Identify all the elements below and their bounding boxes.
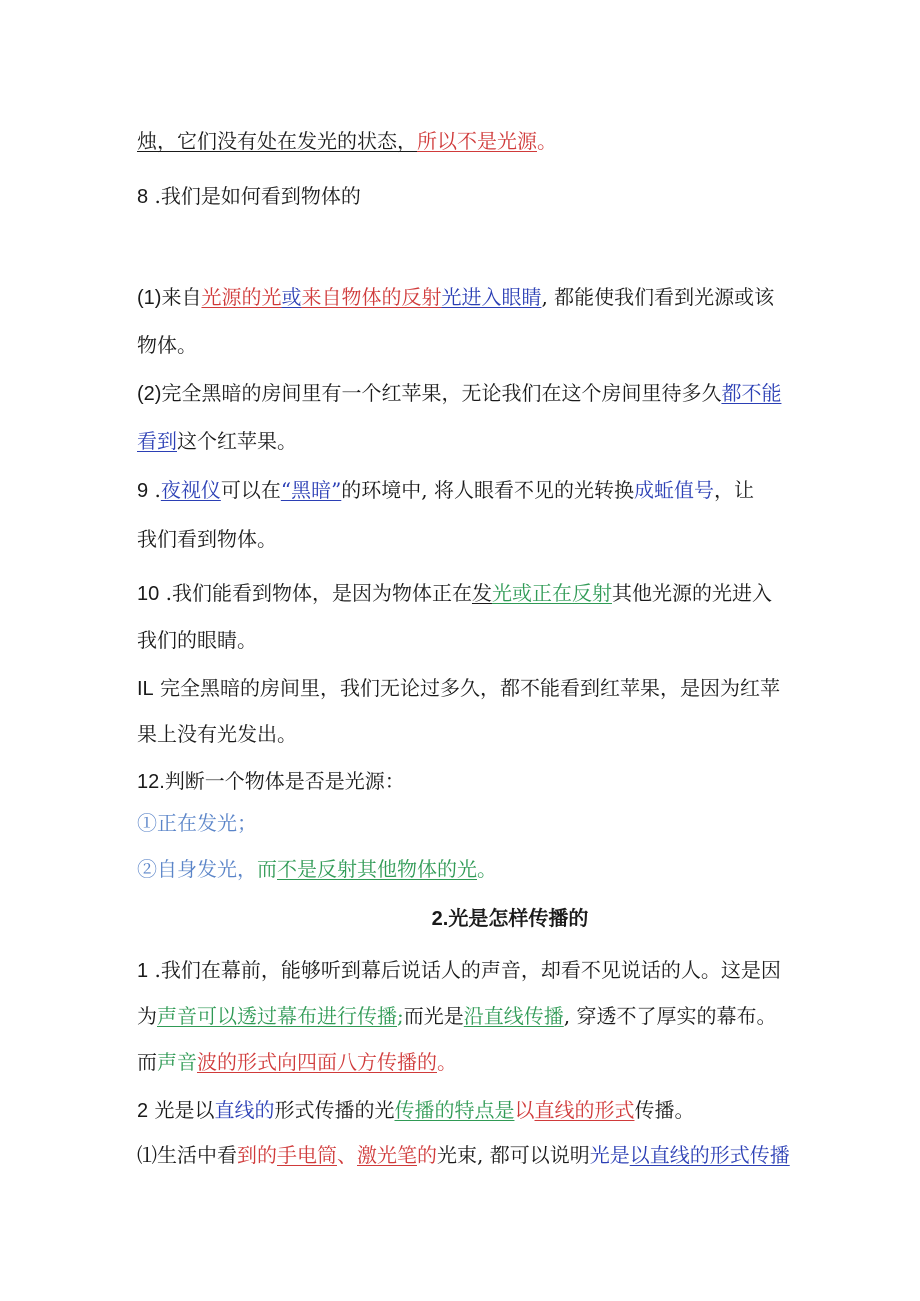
text-segment: , 穿透不了厚实的幕布。 <box>563 1004 777 1028</box>
text-segment: 果上没有光发出。 <box>137 722 297 746</box>
blue-answer: 直线的 <box>214 1098 275 1122</box>
question-8 <box>137 183 361 210</box>
text-line-17 <box>137 1003 776 1029</box>
text-segment: ，让 <box>714 478 755 502</box>
red-answer: 激光笔 <box>357 1143 417 1167</box>
text-line-1 <box>137 128 557 154</box>
text-segment: 的环境中, 将人眼看不见的光转换 <box>341 478 635 502</box>
text-segment: 。 <box>537 129 557 153</box>
blue-answer: 以直线的形式传播 <box>629 1143 790 1167</box>
section-heading-text: 2.光是怎样传播的 <box>431 908 589 930</box>
question-1 <box>137 957 781 984</box>
green-answer: 传播的特点是 <box>394 1098 515 1122</box>
text-segment: 光是以 <box>148 1098 215 1122</box>
text-line-12 <box>137 721 297 747</box>
red-answer: 波的形式 <box>197 1050 277 1074</box>
green-answer: 光或正在反射 <box>491 581 612 605</box>
question-12 <box>137 768 405 795</box>
text-line-6 <box>137 428 297 454</box>
green-answer: 声音可以透过幕布进行传播 <box>157 1004 397 1028</box>
blue-answer: 光是 <box>589 1143 630 1167</box>
criterion-2 <box>137 856 497 882</box>
question-number: 8 <box>137 186 149 208</box>
red-answer: 光源的光 <box>201 285 282 309</box>
blue-answer: 都不能 <box>721 381 782 405</box>
text-segment: .我们在幕前，能够听到幕后说话人的声音，却看不见说话的人。这是因 <box>148 958 781 982</box>
text-segment: 判断一个物体是否是光源： <box>164 769 405 793</box>
text-segment: 发 <box>471 581 492 605</box>
green-answer: 不是反射其他物体的光 <box>277 857 477 881</box>
text-segment: 完全黑暗的房间里有一个红苹果，无论我们在这个房间里待多久 <box>161 381 722 405</box>
blue-answer: 成蚯值号 <box>634 478 715 502</box>
text-segment: 形式传播的光 <box>274 1098 395 1122</box>
text-line-18 <box>137 1049 457 1075</box>
text-segment: , 都能使我们看到光源或该 <box>541 285 775 309</box>
red-answer: 所以不是光源 <box>417 129 537 153</box>
green-answer: ; <box>397 1004 404 1028</box>
text-segment: 可以在 <box>220 478 281 502</box>
text-segment: 为 <box>137 1004 157 1028</box>
question-11 <box>137 675 780 702</box>
blue-answer: 光进入眼睛 <box>441 285 542 309</box>
red-answer: 以 <box>514 1098 535 1122</box>
green-answer: 而 <box>257 857 277 881</box>
text-segment: 而光是 <box>403 1004 464 1028</box>
text-segment: . <box>148 478 161 502</box>
text-segment: 烛，它们没有处在发光的状态， <box>137 129 417 153</box>
text-line-4 <box>137 332 197 358</box>
green-answer: 沿直线传播 <box>463 1004 564 1028</box>
question-9 <box>137 477 754 504</box>
question-number: 9 <box>137 480 149 502</box>
text-segment: ⑴生活中看 <box>137 1143 237 1167</box>
text-line-10 <box>137 627 257 653</box>
text-segment: 传播。 <box>634 1098 695 1122</box>
red-answer: 直线的形式 <box>534 1098 635 1122</box>
blue-answer: 或 <box>281 285 302 309</box>
text-segment: ②自身发光， <box>137 857 257 881</box>
text-segment: ①正在发光； <box>137 811 257 835</box>
red-answer: 到的 <box>237 1143 277 1167</box>
question-number: 12. <box>137 771 165 793</box>
section-heading <box>0 906 920 932</box>
question-text: .我们是如何看到物体的 <box>148 184 361 208</box>
blue-answer: 看到 <box>137 429 177 453</box>
text-segment: 来自 <box>161 285 202 309</box>
item-number: (1) <box>137 287 162 309</box>
question-number: IL <box>137 678 154 700</box>
text-segment: 这个红苹果。 <box>177 429 297 453</box>
text-segment: 光束, 都可以说明 <box>437 1143 590 1167</box>
text-line-8 <box>137 526 277 552</box>
text-segment: 其他光源的光进入 <box>611 581 772 605</box>
text-segment: 而 <box>137 1050 157 1074</box>
red-answer: 的 <box>417 1143 437 1167</box>
blue-answer: “黑暗” <box>280 478 342 502</box>
question-number: 10 <box>137 583 160 605</box>
question-2 <box>137 1097 694 1124</box>
blue-answer: 夜视仪 <box>160 478 221 502</box>
red-answer: 手电筒 <box>277 1143 337 1167</box>
red-answer: 向四面八方传播的 <box>277 1050 437 1074</box>
question-number: 1 <box>137 960 149 982</box>
text-segment: 物体。 <box>137 333 197 357</box>
text-segment: 完全黑暗的房间里，我们无论过多久，都不能看到红苹果，是因为红苹 <box>153 676 781 700</box>
text-segment: .我们能看到物体，是因为物体正在 <box>159 581 472 605</box>
text-segment: 我们看到物体。 <box>137 527 277 551</box>
text-segment: 我们的眼睛。 <box>137 628 257 652</box>
red-answer: 、 <box>337 1143 357 1167</box>
text-line-5 <box>137 380 781 407</box>
question-10 <box>137 580 772 607</box>
question-number: 2 <box>137 1100 149 1122</box>
green-answer: 。 <box>477 857 497 881</box>
red-answer: 。 <box>437 1050 457 1074</box>
text-line-3 <box>137 284 774 311</box>
red-answer: 来自物体的反射 <box>301 285 442 309</box>
green-answer: 声音 <box>157 1050 197 1074</box>
item-number: (2) <box>137 383 162 405</box>
criterion-1 <box>137 810 257 836</box>
text-line-20 <box>137 1142 790 1168</box>
